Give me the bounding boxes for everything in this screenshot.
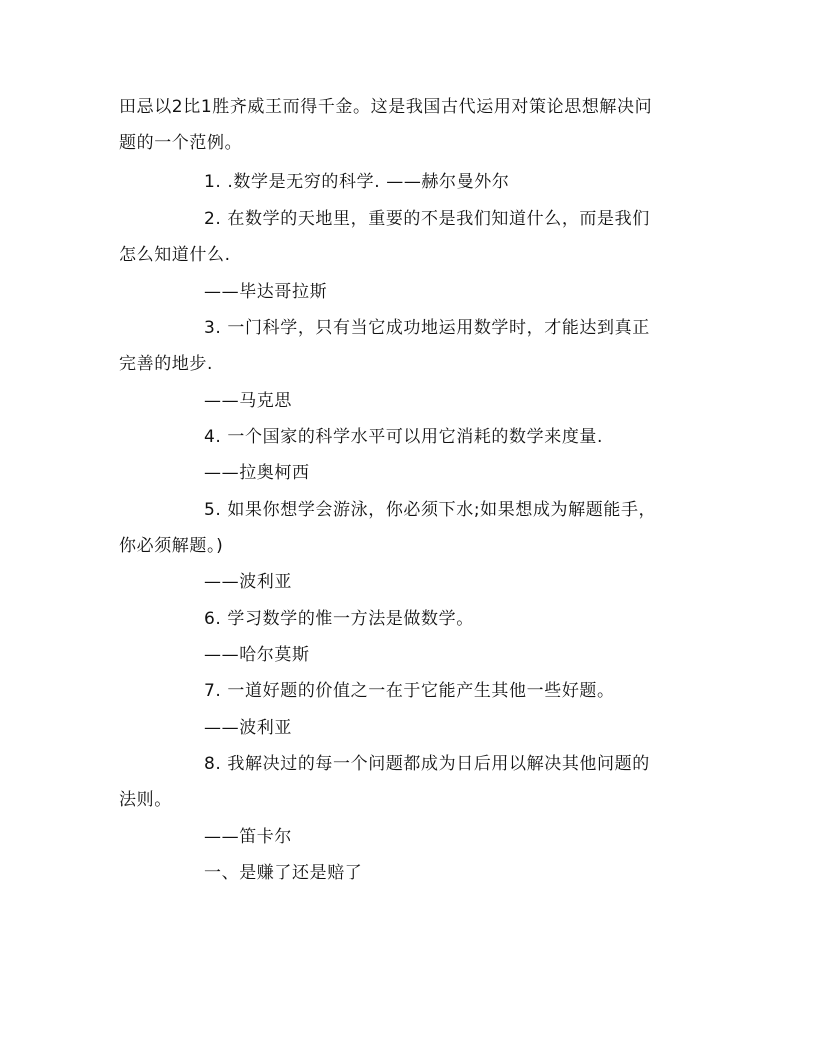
quote-line: 你必须解题。) [119, 536, 224, 556]
paragraph-line: 题的一个范例。 [119, 133, 243, 153]
quote-line: 4. 一个国家的科学水平可以用它消耗的数学来度量. [204, 427, 604, 447]
quote-author: ——拉奥柯西 [204, 463, 310, 483]
quote-author: ——毕达哥拉斯 [204, 282, 328, 302]
quote-line: 7. 一道好题的价值之一在于它能产生其他一些好题。 [204, 681, 615, 701]
quote-line: 5. 如果你想学会游泳，你必须下水;如果想成为解题能手， [204, 500, 657, 520]
quote-line: 怎么知道什么. [119, 245, 231, 265]
quote-line: 2. 在数学的天地里，重要的不是我们知道什么，而是我们 [204, 209, 650, 229]
paragraph-line: 田忌以2比1胜齐威王而得千金。这是我国古代运用对策论思想解决问 [119, 97, 653, 117]
quote-author: ——马克思 [204, 391, 292, 411]
quote-author: ——波利亚 [204, 572, 292, 592]
section-heading: 一、是赚了还是赔了 [204, 863, 363, 883]
quote-line: 1. .数学是无穷的科学. ——赫尔曼外尔 [204, 172, 510, 192]
quote-line: 法则。 [119, 790, 172, 810]
quote-line: 3. 一门科学，只有当它成功地运用数学时，才能达到真正 [204, 318, 650, 338]
quote-author: ——哈尔莫斯 [204, 645, 310, 665]
quote-line: 6. 学习数学的惟一方法是做数学。 [204, 609, 474, 629]
quote-line: 8. 我解决过的每一个问题都成为日后用以解决其他问题的 [204, 754, 650, 774]
quote-author: ——波利亚 [204, 718, 292, 738]
quote-author: ——笛卡尔 [204, 827, 292, 847]
quote-line: 完善的地步. [119, 354, 214, 374]
